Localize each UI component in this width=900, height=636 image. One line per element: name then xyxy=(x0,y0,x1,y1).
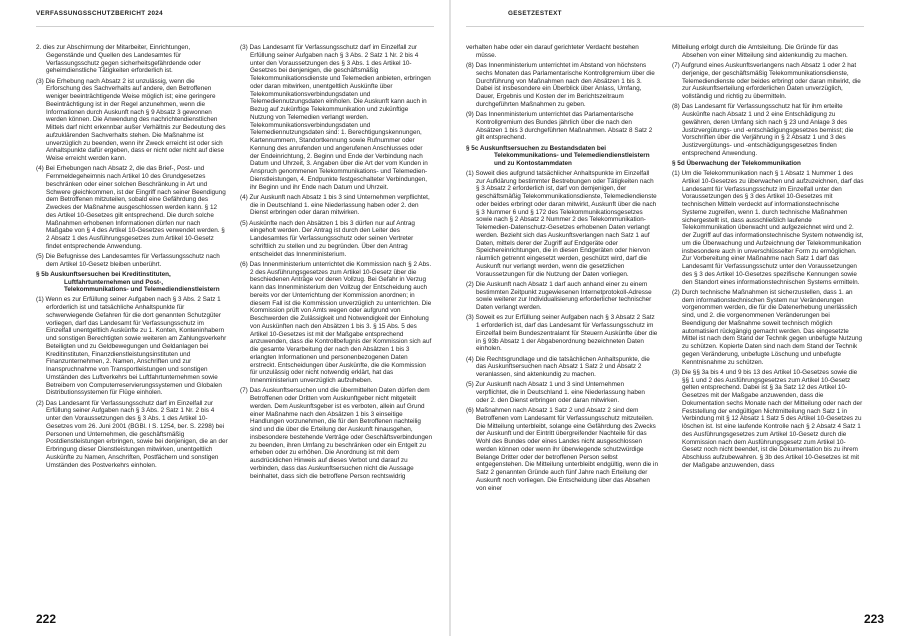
paragraph: (1) Wenn es zur Erfüllung seiner Aufgaben nach § 3 Abs. 2 Satz 1 erforderlich ist und tatsächliche Anhaltspunkte für schwerwiegende Gefahren für die dort genannten Schutzgüter vorliegen, darf das Landesamt für Verfassungsschutz im Einzelfall unentgeltlich Auskünfte zu 1. Konten, Konteninhabern und sonstigen Berechtigten sowie weiteren am Zahlungsverkehr Beteiligten und zu Geldbewegungen und Geldanlagen bei Kreditinstituten, Finanzdienstleistungsinstituten und Finanzunternehmen, 2. Namen, Anschriften und zur Inanspruchnahme von Transportleistungen und sonstigen Umständen des Luftverkehrs bei Luftfahrtunternehmen sowie Betreibern von Computerreservierungssystemen und Globalen Distributionssystemen für Flüge einholen. xyxy=(36,296,227,397)
text-column-1 xyxy=(466,44,658,604)
section-heading: § 5c Auskunftsersuchen zu Bestandsdaten bei Telekommunikations- und Telemediendienstleistern und zu Kontostammdaten xyxy=(466,144,650,167)
paragraph: (2) Das Landesamt für Verfassungsschutz darf im Einzelfall zur Erfüllung seiner Aufgaben nach § 3 Abs. 2 Satz 1 Nr. 2 bis 4 unter den Voraussetzungen des § 3 Abs. 1 des Artikel 10-Gesetzes vom 26. Juni 2001 (BGBl. I S. 1254, ber. S. 2298) bei Personen und Unternehmen, die geschäftsmäßig Postdienstleistungen erbringen, sowie bei denjenigen, die an der Erbringung dieser Dienstleistungen mitwirken, unentgeltlich Auskünfte zu Namen, Anschriften, Postfächern und sonstigen Umständen des Postverkehrs einholen. xyxy=(36,399,228,469)
text-column-1 xyxy=(36,44,228,604)
paragraph: (3) Die Erhebung nach Absatz 2 ist unzulässig, wenn die Erforschung des Sachverhalts auf andere, den Betroffenen weniger beeinträchtigende Weise möglich ist; eine geringere Beeinträchtigung ist in der Regel anzunehmen, wenn die Informationen durch Auskunft nach § 9 Absatz 3 gewonnen werden können. Die Anwendung des nachrichtendienstlichen Mittels darf nicht erkennbar außer Verhältnis zur Bedeutung des aufzuklärenden Sachverhalts stehen. Die Maßnahme ist unverzüglich zu beenden, wenn ihr Zweck erreicht ist oder sich Anhaltspunkte dafür ergeben, dass er nicht oder nicht auf diese Weise erreicht werden kann. xyxy=(36,77,226,162)
paragraph: (4) Bei Erhebungen nach Absatz 2, die das Brief-, Post- und Fernmeldegeheimnis nach Artikel 10 des Grundgesetzes beschränken oder einer solchen Beschränkung in Art und Schwere gleichkommen, ist der Eingriff nach seiner Beendigung dem Betroffenen mitzuteilen, sobald eine Gefährdung des Zweckes der Maßnahme ausgeschlossen werden kann. § 12 des Artikel 10-Gesetzes gilt entsprechend. Die durch solche Maßnahmen erhobenen Informationen dürfen nur nach Maßgabe von § 4 des Artikel 10-Gesetzes verwendet werden. § 2 Absatz 1 des Ausführungsgesetzes zum Artikel 10-Gesetz findet entsprechende Anwendung. xyxy=(36,165,226,250)
paragraph: (9) Das Innenministerium unterrichtet das Parlamentarische Kontrollgremium des Bundes jährlich über die nach den Absätzen 1 bis 3 durchgeführten Maßnahmen. Absatz 8 Satz 2 gilt entsprechend. xyxy=(466,111,653,142)
paragraph: (8) Das Innenministerium unterrichtet im Abstand von höchstens sechs Monaten das Parlamentarische Kontrollgremium über die Durchführung von Maßnahmen nach den Absätzen 1 bis 3. Dabei ist insbesondere ein Überblick über Anlass, Umfang, Dauer, Ergebnis und Kosten der im Berichtszeitraum durchgeführten Maßnahmen zu geben. xyxy=(466,62,655,108)
paragraph: (5) Zur Auskunft nach Absatz 1 und 3 sind Unternehmen verpflichtet, die in Deutschland 1. eine Niederlassung haben oder 2. den Dienst erbringen oder daran mitwirken. xyxy=(466,381,645,404)
header-rule xyxy=(466,26,864,27)
running-head: GESETZESTEXT xyxy=(508,10,562,17)
paragraph: 2. dies zur Abschirmung der Mitarbeiter, Einrichtungen, Gegenstände und Quellen des Landesamtes für Verfassungsschutz gegen sicherheitsgefährdende oder geheimdienstliche Tätigkeiten erforderlich ist. xyxy=(36,44,201,75)
paragraph: (7) Das Auskunftsersuchen und die übermittelten Daten dürfen dem Betroffenen oder Dritten vom Auskunftgeber nicht mitgeteilt werden. Dem Auskunftsgeber ist es verboten, allein auf Grund einer Maßnahme nach den Absätzen 1 bis 3 einseitige Handlungen vorzunehmen, die für den Betroffenen nachteilig sind und die über die Erteilung der Auskunft hinausgehen, insbesondere bestehende Verträge oder Geschäftsverbindungen zu beenden, ihren Umfang zu beschränken oder ein Entgelt zu erheben oder zu erhöhen. Die Anordnung ist mit dem ausdrücklichen Hinweis auf dieses Verbot und darauf zu verbinden, dass das Auskunftsersuchen nicht die Aussage beinhaltet, dass sich die betroffene Person rechtswidrig xyxy=(240,387,432,480)
text-column-2 xyxy=(240,44,432,604)
paragraph: (2) Die Auskunft nach Absatz 1 darf auch anhand einer zu einem bestimmten Zeitpunkt zugewiesenen Internetprotokoll-Adresse sowie weiterer zur Individualisierung erforderlicher technischer Daten verlangt werden. xyxy=(466,280,652,312)
paragraph: (2) Durch technische Maßnahmen ist sicherzustellen, dass 1. an dem informationstechnischen System nur Veränderungen vorgenommen werden, die für die Datenerhebung unerlässlich sind, und 2. die vorgenommenen Veränderungen bei Beendigung der Maßnahme soweit technisch möglich automatisiert rückgängig gemacht werden. Das eingesetzte Mittel ist nach dem Stand der Technik gegen unbefugte Nutzung zu schützen. Kopierte Daten sind nach dem Stand der Technik gegen Veränderung, unbefugte Löschung und unbefugte Kenntnisnahme zu schützen. xyxy=(672,288,863,366)
running-head: VERFASSUNGSSCHUTZBERICHT 2024 xyxy=(36,10,164,17)
paragraph: (4) Die Rechtsgrundlage und die tatsächlichen Anhaltspunkte, die das Auskunftsersuchen nach Absatz 1 Satz 2 und Absatz 2 veranlassen, sind aktenkundig zu machen. xyxy=(466,355,650,379)
paragraph: (6) Maßnahmen nach Absatz 1 Satz 2 und Absatz 2 sind dem Betroffenen vom Landesamt für Verfassungsschutz mitzuteilen. Die Mitteilung unterbleibt, solange eine Gefährdung des Zwecks der Auskunft und der Eintritt übergreifender Nachteile für das Wohl des Bundes oder eines Landes nicht ausgeschlossen werden können oder wenn ihr überwiegende schutzwürdige Belange Dritter oder der betroffenen Person selbst entgegenstehen. Die Mitteilung unterbleibt endgültig, wenn die in Satz 2 genannten Gründe auch fünf Jahre nach Erteilung der Auskunft noch vorliegen. Die Entscheidung über das Absehen von einer xyxy=(466,407,658,492)
page-number: 223 xyxy=(863,612,884,626)
paragraph: Mitteilung erfolgt durch die Amtsleitung. Die Gründe für das Absehen von einer Mitteilung sind aktenkundig zu machen. xyxy=(672,44,848,59)
page-number: 222 xyxy=(36,612,57,626)
paragraph: (8) Das Landesamt für Verfassungsschutz hat für ihm erteilte Auskünfte nach Absatz 1 und 2 eine Entschädigung zu gewähren, deren Umfang sich nach § 23 und Anlage 3 des Justizvergütungs- und -entschädigungsgesetzes bemisst; die Vorschriften über die Verjährung in § 2 Absatz 1 und 3 des Justizvergütungs- und -entschädigungsgesetzes finden entsprechend Anwendung. xyxy=(672,103,854,157)
paragraph: (4) Zur Auskunft nach Absatz 1 bis 3 sind Unternehmen verpflichtet, die in Deutschland 1. eine Niederlassung haben oder 2. den Dienst erbringen oder daran mitwirken. xyxy=(240,193,430,217)
paragraph: verhalten habe oder ein darauf gerichteter Verdacht bestehen müsse. xyxy=(466,44,639,59)
paragraph: (1) Um die Telekommunikation nach § 1 Absatz 1 Nummer 1 des Artikel 10-Gesetzes zu überwachen und aufzuzeichnen, darf das Landesamt für Verfassungsschutz im Einzelfall unter den Voraussetzungen des § 3 des Artikel 10-Gesetzes mit technischen Mitteln verdeckt auf informationstechnische Systeme zugreifen, wenn 1. durch technische Maßnahmen sichergestellt ist, dass ausschließlich laufende Telekommunikation überwacht und aufgezeichnet wird und 2. der Zugriff auf das informationstechnische System notwendig ist, um die Überwachung und Aufzeichnung der Telekommunikation insbesondere auch in unverschlüsselter Form zu ermöglichen. Zur Vorbereitung einer Maßnahme nach Satz 1 darf das Landesamt für Verfassungsschutz unter den Voraussetzungen des § 3 des Artikel 10-Gesetzes spezifische Kennungen sowie den Standort eines informationstechnischen Systems ermitteln. xyxy=(672,170,864,286)
paragraph: (6) Das Innenministerium unterrichtet die Kommission nach § 2 Abs. 2 des Ausführungsgesetzes zum Artikel 10-Gesetz über die beschiedenen Anträge vor deren Vollzug. Bei Gefahr in Verzug kann das Innenministerium den Vollzug der Entscheidung auch bereits vor der Unterrichtung der Kommission anordnen; in diesem Fall ist die Kommission unverzüglich zu unterrichten. Die Kommission prüft von Amts wegen oder aufgrund von Beschwerden die Zulässigkeit und Notwendigkeit der Einholung von Auskünften nach den Absätzen 1 bis 3. § 15 Abs. 5 des Artikel 10-Gesetzes ist mit der Maßgabe entsprechend anzuwenden, dass die Kontrollbefugnis der Kommission sich auf die gesamte Verarbeitung der nach den Absätzen 1 bis 3 erlangten Informationen und personenbezogenen Daten erstreckt. Entscheidungen über Auskünfte, die die Kommission für unzulässig oder nicht notwendig erklärt, hat das Innenministerium unverzüglich aufzuheben. xyxy=(240,260,432,384)
header-rule xyxy=(36,26,434,27)
section-heading: § 5b Auskunftsersuchen bei Kreditinstituten, Luftfahrtunternehmen und Post-, Telekommunikations- und Telemediendienstleistern xyxy=(36,271,220,294)
text-column-2 xyxy=(672,44,864,604)
paragraph: (7) Aufgrund eines Auskunftsverlangens nach Absatz 1 oder 2 hat derjenige, der geschäftsmäßig Telekommunikationsdienste, Telemediendienste oder beides erbringt oder daran mitwirkt, die zur Auskunftserteilung erforderlichen Daten unverzüglich, vollständig und richtig zu übermitteln. xyxy=(672,62,861,100)
paragraph: (3) Soweit es zur Erfüllung seiner Aufgaben nach § 3 Absatz 2 Satz 1 erforderlich ist, darf das Landesamt für Verfassungsschutz im Einzelfall beim Bundeszentralamt für Steuern Auskünfte über die in § 93b Absatz 1 der Abgabenordnung bezeichneten Daten einholen. xyxy=(466,314,658,353)
paragraph: (1) Soweit dies aufgrund tatsächlicher Anhaltspunkte im Einzelfall zur Aufklärung bestimmter Bestrebungen oder Tätigkeiten nach § 3 Absatz 2 erforderlich ist, darf von demjenigen, der geschäftsmäßig Telekommunikationsdienste, Telemediendienste oder beides erbringt oder daran mitwirkt, Auskunft über die nach § 3 Nummer 6 und § 172 des Telekommunikationsgesetzes sowie nach § 2 Absatz 2 Nummer 2 des Telekommunikation-Telemedien-Datenschutz-Gesetzes erhobenen Daten verlangt werden. Bezieht sich das Auskunftsverlangen nach Satz 1 auf Daten, mittels derer der Zugriff auf Endgeräte oder Speichereinrichtungen, die in diesen Endgeräten oder hiervon räumlich getrennt eingesetzt werden, geschützt wird, darf die Auskunft nur verlangt werden, wenn die gesetzlichen Voraussetzungen für die Nutzung der Daten vorliegen. xyxy=(466,169,657,278)
section-heading: § 5d Überwachung der Telekommunikation xyxy=(672,160,801,167)
paragraph: (5) Auskünfte nach den Absätzen 1 bis 3 dürfen nur auf Antrag eingeholt werden. Der Antrag ist durch den Leiter des Landesamtes für Verfassungsschutz oder seinen Vertreter schriftlich zu stellen und zu begründen. Über den Antrag entscheidet das Innenministerium. xyxy=(240,219,415,258)
paragraph: (3) Die §§ 3a bis 4 und 9 bis 13 des Artikel 10-Gesetzes sowie die §§ 1 und 2 des Ausführungsgesetzes zum Artikel 10-Gesetz gelten entsprechend. Dabei ist § 3a Satz 12 des Artikel 10-Gesetzes mit der Maßgabe anzuwenden, dass die Dokumentation sechs Monate nach der Mitteilung oder nach der Feststellung der endgültigen Nichtmitteilung nach Satz 1 in Verbindung mit § 12 Absatz 1 Satz 5 des Artikel 10-Gesetzes zu löschen ist. Ist eine laufende Kontrolle nach § 2 Absatz 4 Satz 1 des Ausführungsgesetzes zum Artikel 10-Gesetz durch die Kommission nach dem Ausführungsgesetz zum Artikel 10-Gesetz noch nicht beendet, ist die Dokumentation bis zu ihrem Abschluss aufzubewahren. § 3b des Artikel 10-Gesetzes ist mit der Maßgabe anzuwenden, dass xyxy=(672,368,863,469)
paragraph: (5) Die Befugnisse des Landesamtes für Verfassungsschutz nach dem Artikel 10-Gesetz bleiben unberührt. xyxy=(36,253,220,268)
paragraph: (3) Das Landesamt für Verfassungsschutz darf im Einzelfall zur Erfüllung seiner Aufgaben nach § 3 Abs. 2 Satz 1 Nr. 2 bis 4 unter den Voraussetzungen des § 3 Abs. 1 des Artikel 10-Gesetzes bei denjenigen, die geschäftsmäßig Telekommunikationsdienste und Telemedien anbieten, erbringen oder daran mitwirken, unentgeltlich Auskünfte über Telekommunikationsverbindungsdaten und Telemediennutzungsdaten einholen. Die Auskunft kann auch in Bezug auf zukünftige Telekommunikation und zukünftige Nutzung von Telemedien verlangt werden. Telekommunikationsverbindungsdaten und Telemediennutzungsdaten sind: 1. Berechtigungskennungen, Kartennummern, Standortkennung sowie Rufnummer oder Kennung des anrufenden und angerufenen Anschlusses oder der Endeinrichtung, 2. Beginn und Ende der Verbindung nach Datum und Uhrzeit, 3. Angaben über die Art der vom Kunden in Anspruch genommenen Telekommunikations- und Telemedien-Dienstleistungen, 4. Endpunkte festgeschalteter Verbindungen, ihr Beginn und ihr Ende nach Datum und Uhrzeit. xyxy=(240,44,431,191)
right-page xyxy=(450,0,900,636)
